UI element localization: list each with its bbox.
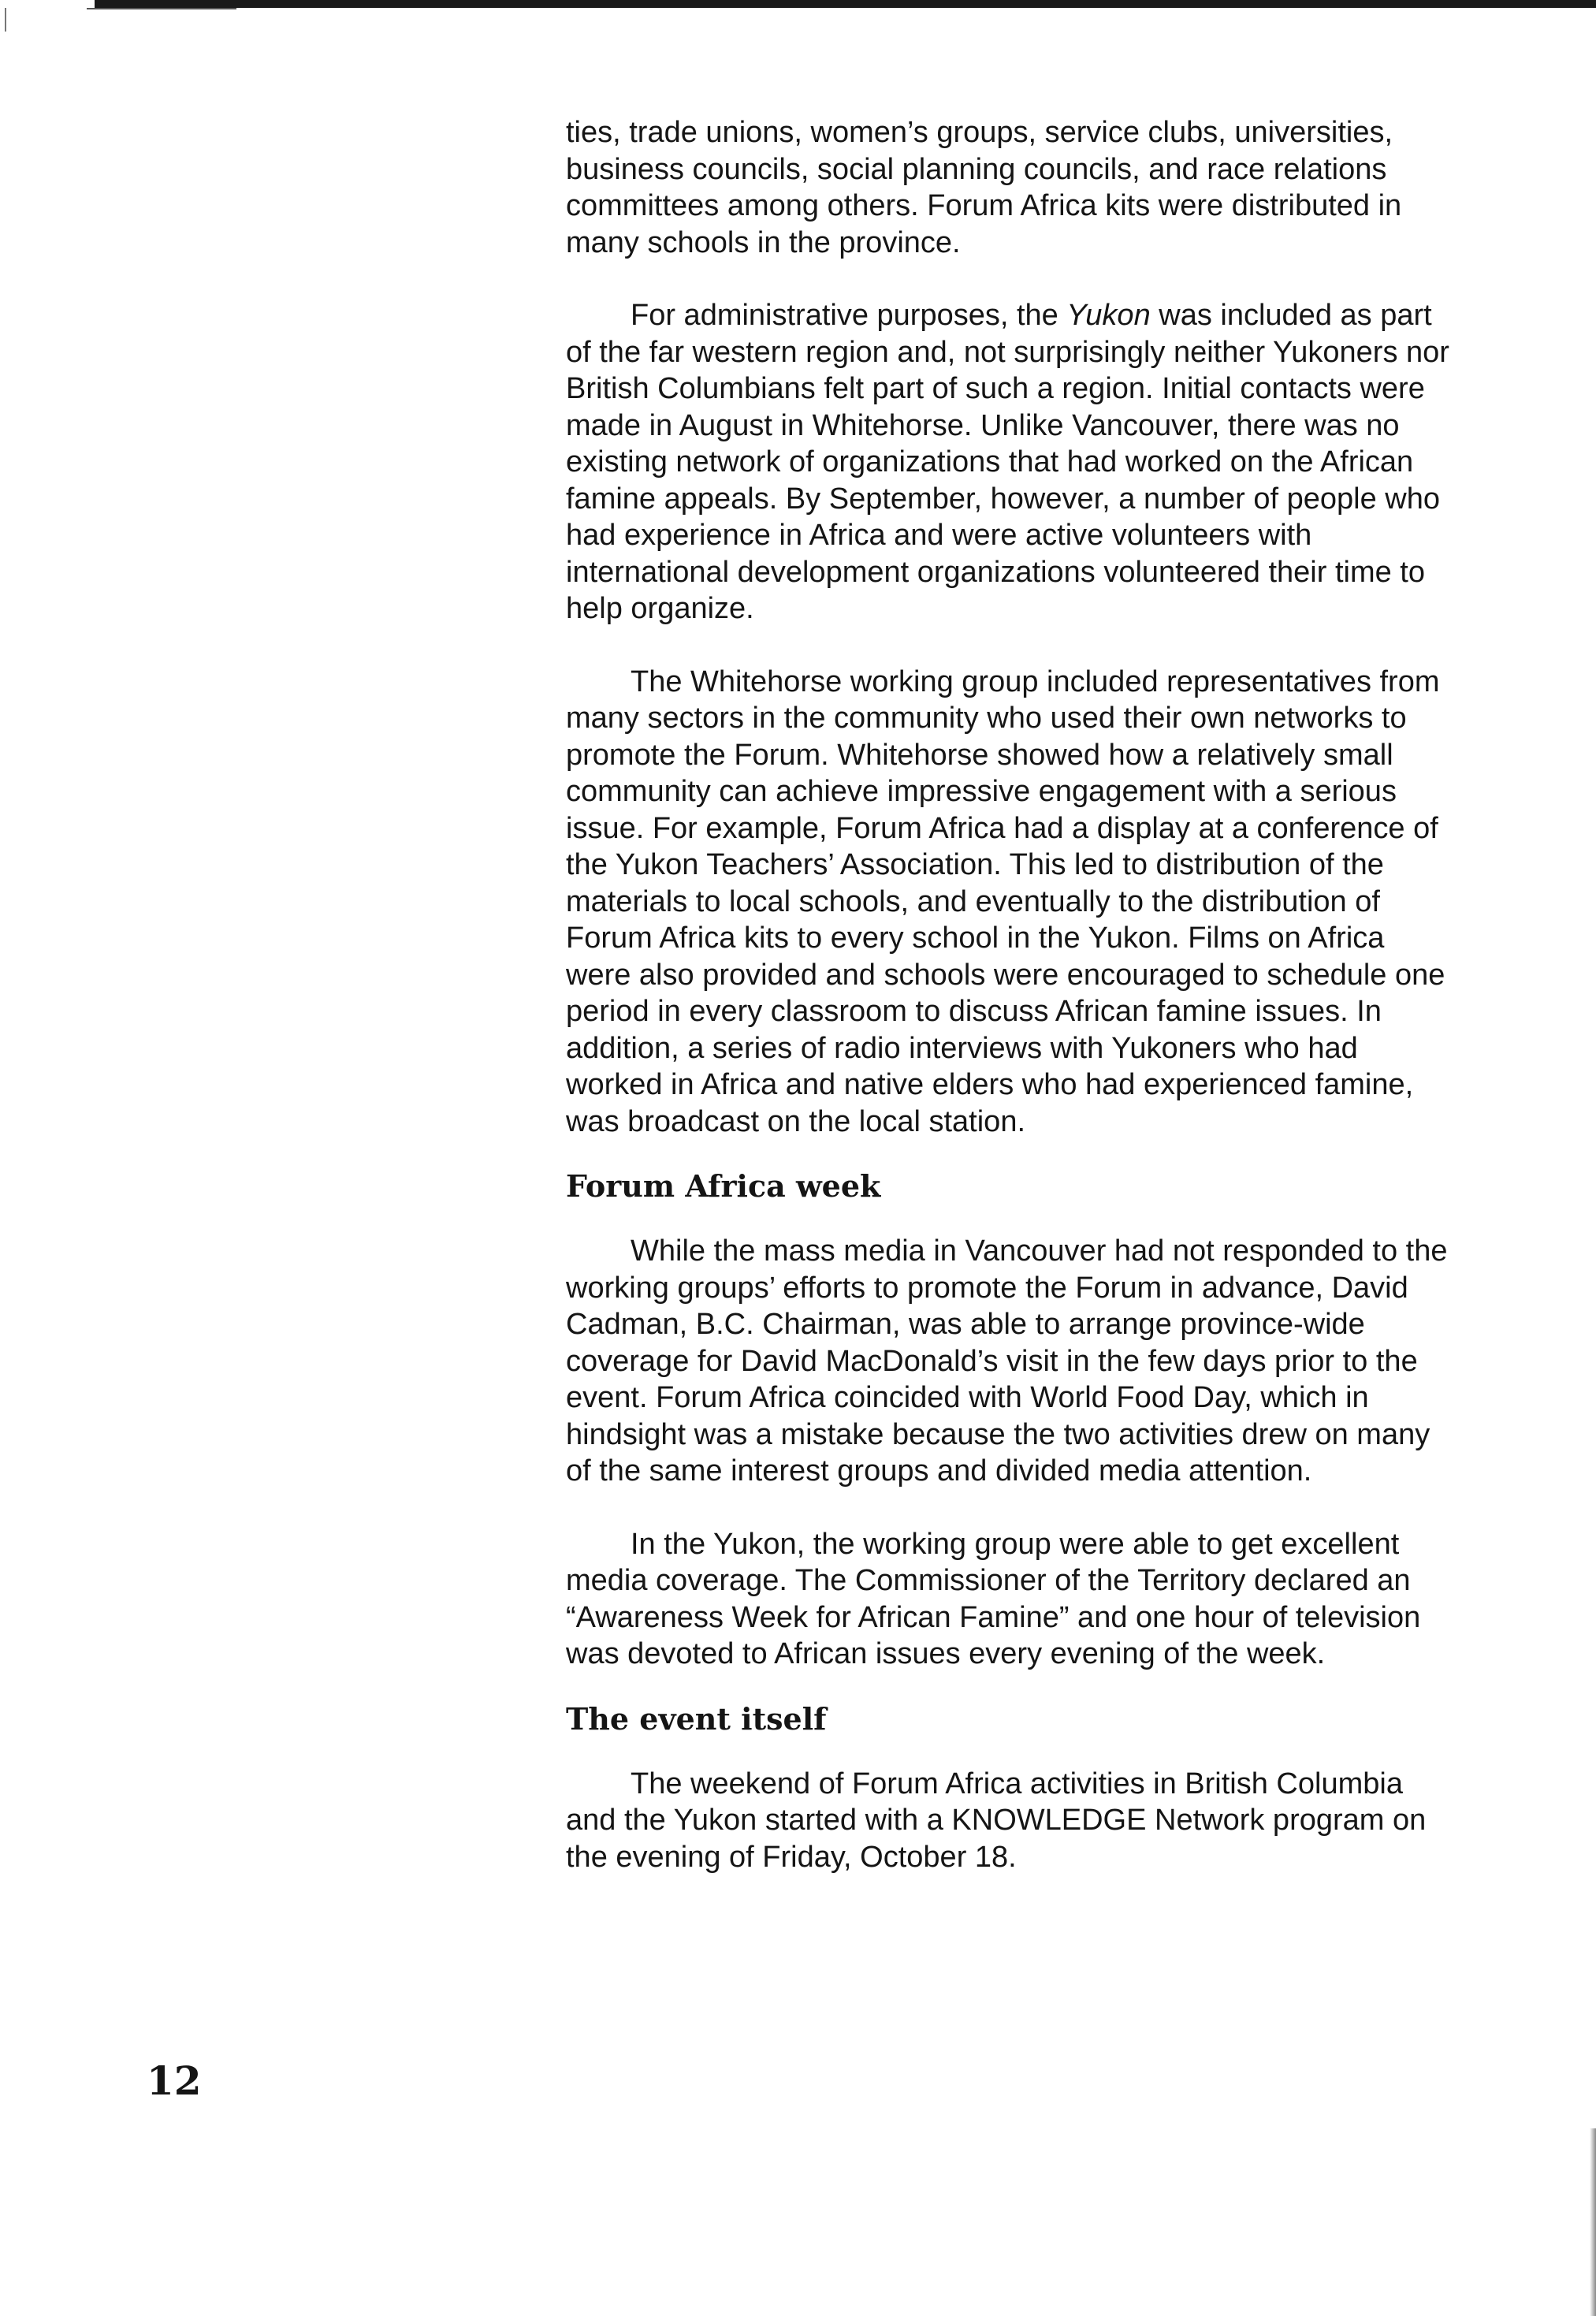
paragraph-text: was included as part of the far western region and, not surprisingly neither Yukoners nor British Columbians felt part of such a region. Initial contacts were made in August in Whitehorse. Unlike Vancouver, there was no existing network of organizations that had worked on the African famine appeals. By September, however, a number of people who had experience in Africa and were active volunteers with international development organizations volunteered their time to help organize. — [566, 299, 1449, 625]
top-rule — [95, 0, 1596, 8]
section-heading-forum-africa-week: Forum Africa week — [566, 1168, 881, 1204]
paragraph-text: For administrative purposes, the — [631, 299, 1067, 332]
paragraph-gap — [566, 1140, 1453, 1168]
paragraph-gap — [566, 1737, 1453, 1766]
paragraph-gap — [566, 261, 1453, 297]
paragraph-gap — [566, 1673, 1453, 1701]
paragraph-continuation: ties, trade unions, women’s groups, service clubs, universities, business councils, social planning councils, and race relations committees among others. Forum Africa kits were distributed in many schools in the province. — [566, 116, 1402, 259]
top-rule-thin — [87, 8, 236, 9]
paragraph-yukon-admin — [566, 297, 1453, 627]
left-edge-mark — [5, 8, 6, 32]
italic-term: Yukon — [1066, 299, 1151, 332]
paragraph-gap — [566, 1205, 1453, 1233]
section-heading-event-itself: The event itself — [566, 1700, 827, 1737]
paragraph-gap — [566, 627, 1453, 664]
text-column — [566, 114, 1453, 1875]
page-number: 12 — [147, 2057, 202, 2104]
right-edge-shadow — [1590, 2128, 1596, 2316]
paragraph-weekend: The weekend of Forum Africa activities in British Columbia and the Yukon started with a KNOWLEDGE Network program on the evening of Friday, October 18. — [566, 1767, 1427, 1874]
paragraph-yukon-coverage: In the Yukon, the working group were able to get excellent media coverage. The Commissioner of the Territory declared an “Awareness Week for African Famine” and one hour of television was devoted to African issues every evening of the week. — [566, 1527, 1421, 1670]
paragraph-whitehorse-group: The Whitehorse working group included representatives from many sectors in the community who used their own networks to promote the Forum. Whitehorse showed how a relatively small community can achieve impressive engagement with a serious issue. For example, Forum Africa had a display at a conference of the Yukon Teachers’ Association. This led to distribution of the materials to local schools, and eventually to the distribution of Forum Africa kits to every school in the Yukon. Films on Africa were also provided and schools were encouraged to schedule one period in every classroom to discuss African famine issues. In addition, a series of radio interviews with Yukoners who had worked in Africa and native elders who had experienced famine, was broadcast on the local station. — [566, 665, 1445, 1138]
paragraph-mass-media: While the mass media in Vancouver had not responded to the working groups’ efforts to promote the Forum in advance, David Cadman, B.C. Chairman, was able to arrange province-wide coverage for David MacDonald’s visit in the few days prior to the event. Forum Africa coincided with World Food Day, which in hindsight was a mistake because the two activities drew on many of the same interest groups and divided media attention. — [566, 1234, 1448, 1488]
paragraph-gap — [566, 1490, 1453, 1526]
